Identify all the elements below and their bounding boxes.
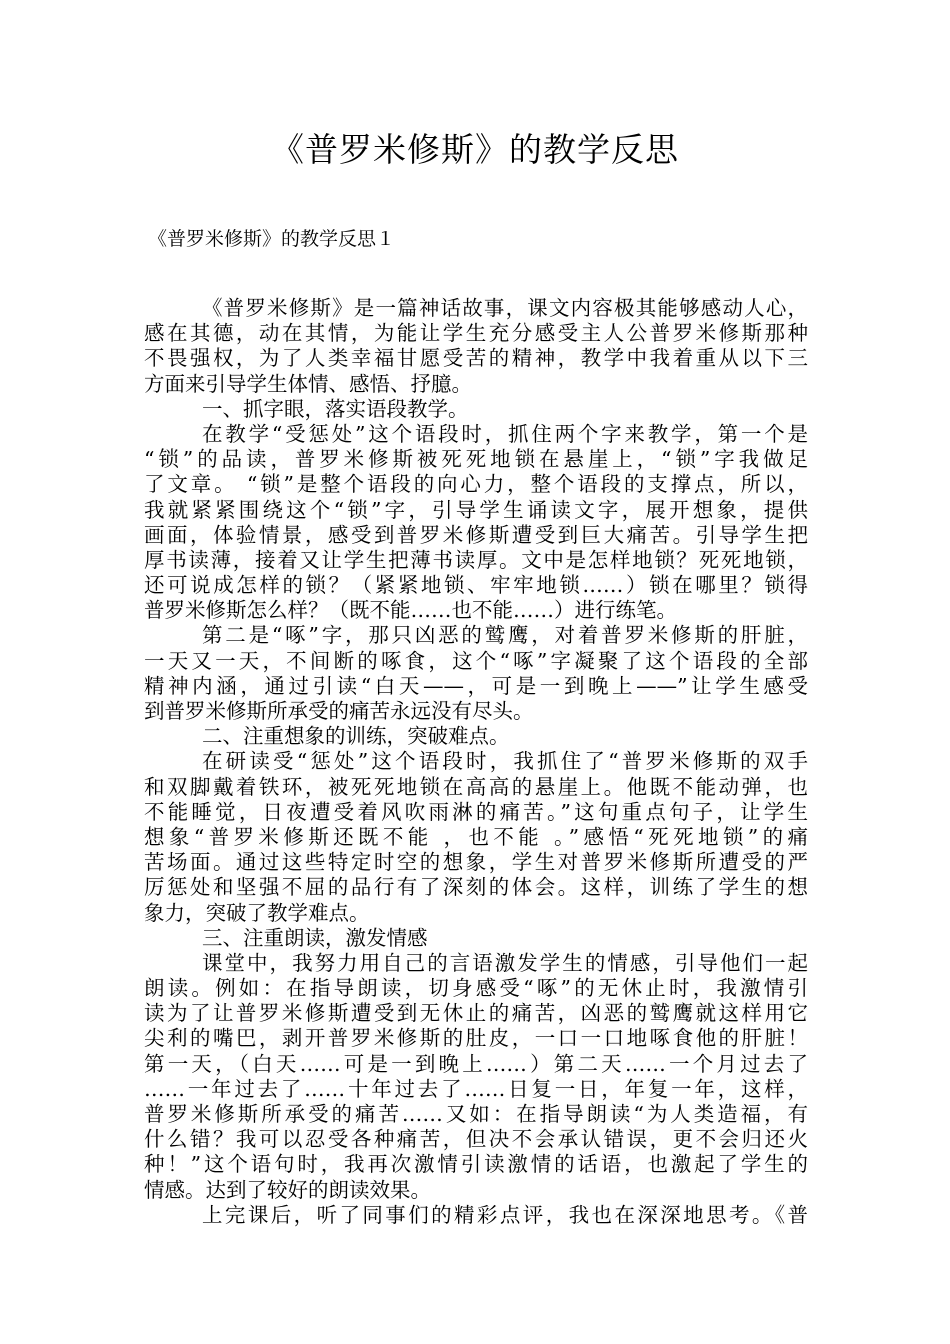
text-line: 不畏强权，为了人类幸福甘愿受苦的精神，教学中我着重从以下三 bbox=[144, 346, 808, 371]
text-line: 情感。达到了较好的朗读效果。 bbox=[144, 1177, 431, 1202]
text-line: 感在其德，动在其情，为能让学生充分感受主人公普罗米修斯那种 bbox=[144, 321, 808, 346]
section-heading: 《普罗米修斯》的教学反思１ bbox=[148, 228, 396, 250]
text-line: 第一天，（白天……可是一到晚上……）第二天……一个月过去了 bbox=[144, 1051, 808, 1076]
text-line: 我就紧紧围绕这个“锁”字，引导学生诵读文字，展开想象，提供 bbox=[144, 497, 808, 522]
text-line: 课堂中，我努力用自己的言语激发学生的情感，引导他们一起 bbox=[202, 950, 808, 975]
text-line: 在教学“受惩处”这个语段时，抓住两个字来教学，第一个是 bbox=[202, 421, 808, 446]
text-line: 尖利的嘴巴，剥开普罗米修斯的肚皮，一口一口地啄食他的肝脏！ bbox=[144, 1026, 808, 1051]
text-line: 和双脚戴着铁环，被死死地锁在高高的悬崖上。他既不能动弹，也 bbox=[144, 774, 808, 799]
text-line: 朗读。例如：在指导朗读，切身感受“啄”的无休止时，我激情引 bbox=[144, 976, 808, 1001]
text-line: 到普罗米修斯所承受的痛苦永远没有尽头。 bbox=[144, 699, 534, 723]
text-line: 第二是“啄”字，那只凶恶的鹫鹰，对着普罗米修斯的肝脏， bbox=[202, 623, 808, 648]
text-line: 上完课后，听了同事们的精彩点评，我也在深深地思考。《普 bbox=[202, 1202, 808, 1227]
text-line: 三、注重朗读，激发情感 bbox=[202, 925, 428, 950]
text-line: 厚书读薄，接着又让学生把薄书读厚。文中是怎样地锁？死死地锁， bbox=[144, 547, 808, 572]
text-line: ……一年过去了……十年过去了……日复一日，年复一年，这样， bbox=[144, 1076, 808, 1101]
text-line: 普罗米修斯怎么样？（既不能……也不能……）进行练笔。 bbox=[144, 598, 677, 623]
text-line: 不能睡觉，日夜遭受着风吹雨淋的痛苦。”这句重点句子，让学生 bbox=[144, 799, 808, 824]
text-line: 精神内涵，通过引读“白天——，可是一到晚上——”让学生感受 bbox=[144, 673, 808, 698]
text-line: 普罗米修斯所承受的痛苦……又如：在指导朗读“为人类造福，有 bbox=[144, 1102, 808, 1126]
text-line: 方面来引导学生体情、感悟、抒臆。 bbox=[144, 371, 472, 396]
text-line: 在研读受“惩处”这个语段时，我抓住了“普罗米修斯的双手 bbox=[202, 749, 808, 774]
text-line: 什么错？我可以忍受各种痛苦，但决不会承认错误，更不会归还火 bbox=[144, 1127, 808, 1152]
text-line: 画面，体验情景，感受到普罗米修斯遭受到巨大痛苦。引导学生把 bbox=[144, 522, 808, 547]
text-line: 想象“普罗米修斯还既不能 ，也不能 。”感悟“死死地锁”的痛 bbox=[144, 824, 808, 849]
text-line: 一、抓字眼，落实语段教学。 bbox=[202, 396, 469, 421]
document-body bbox=[144, 296, 808, 1228]
text-line: 了文章。 “锁”是整个语段的向心力，整个语段的支撑点，所以， bbox=[144, 472, 808, 497]
text-line: 二、注重想象的训练，突破难点。 bbox=[202, 724, 510, 749]
text-line: 种！”这个语句时，我再次激情引读激情的话语，也激起了学生的 bbox=[144, 1152, 808, 1177]
text-line: “锁”的品读，普罗米修斯被死死地锁在悬崖上，“锁”字我做足 bbox=[144, 447, 808, 472]
text-line: 还可说成怎样的锁？（紧紧地锁、牢牢地锁……）锁在哪里？锁得 bbox=[144, 573, 808, 598]
text-line: 读为了让普罗米修斯遭受到无休止的痛苦，凶恶的鹫鹰就这样用它 bbox=[144, 1001, 808, 1026]
text-line: 《普罗米修斯》是一篇神话故事，课文内容极其能够感动人心， bbox=[202, 296, 808, 320]
text-line: 一天又一天，不间断的啄食，这个“啄”字凝聚了这个语段的全部 bbox=[144, 648, 808, 673]
text-line: 苦场面。通过这些特定时空的想象，学生对普罗米修斯所遭受的严 bbox=[144, 850, 808, 875]
text-line: 象力，突破了教学难点。 bbox=[144, 900, 370, 925]
text-line: 厉惩处和坚强不屈的品行有了深刻的体会。这样，训练了学生的想 bbox=[144, 875, 808, 900]
document-title: 《普罗米修斯》的教学反思 bbox=[271, 130, 679, 169]
